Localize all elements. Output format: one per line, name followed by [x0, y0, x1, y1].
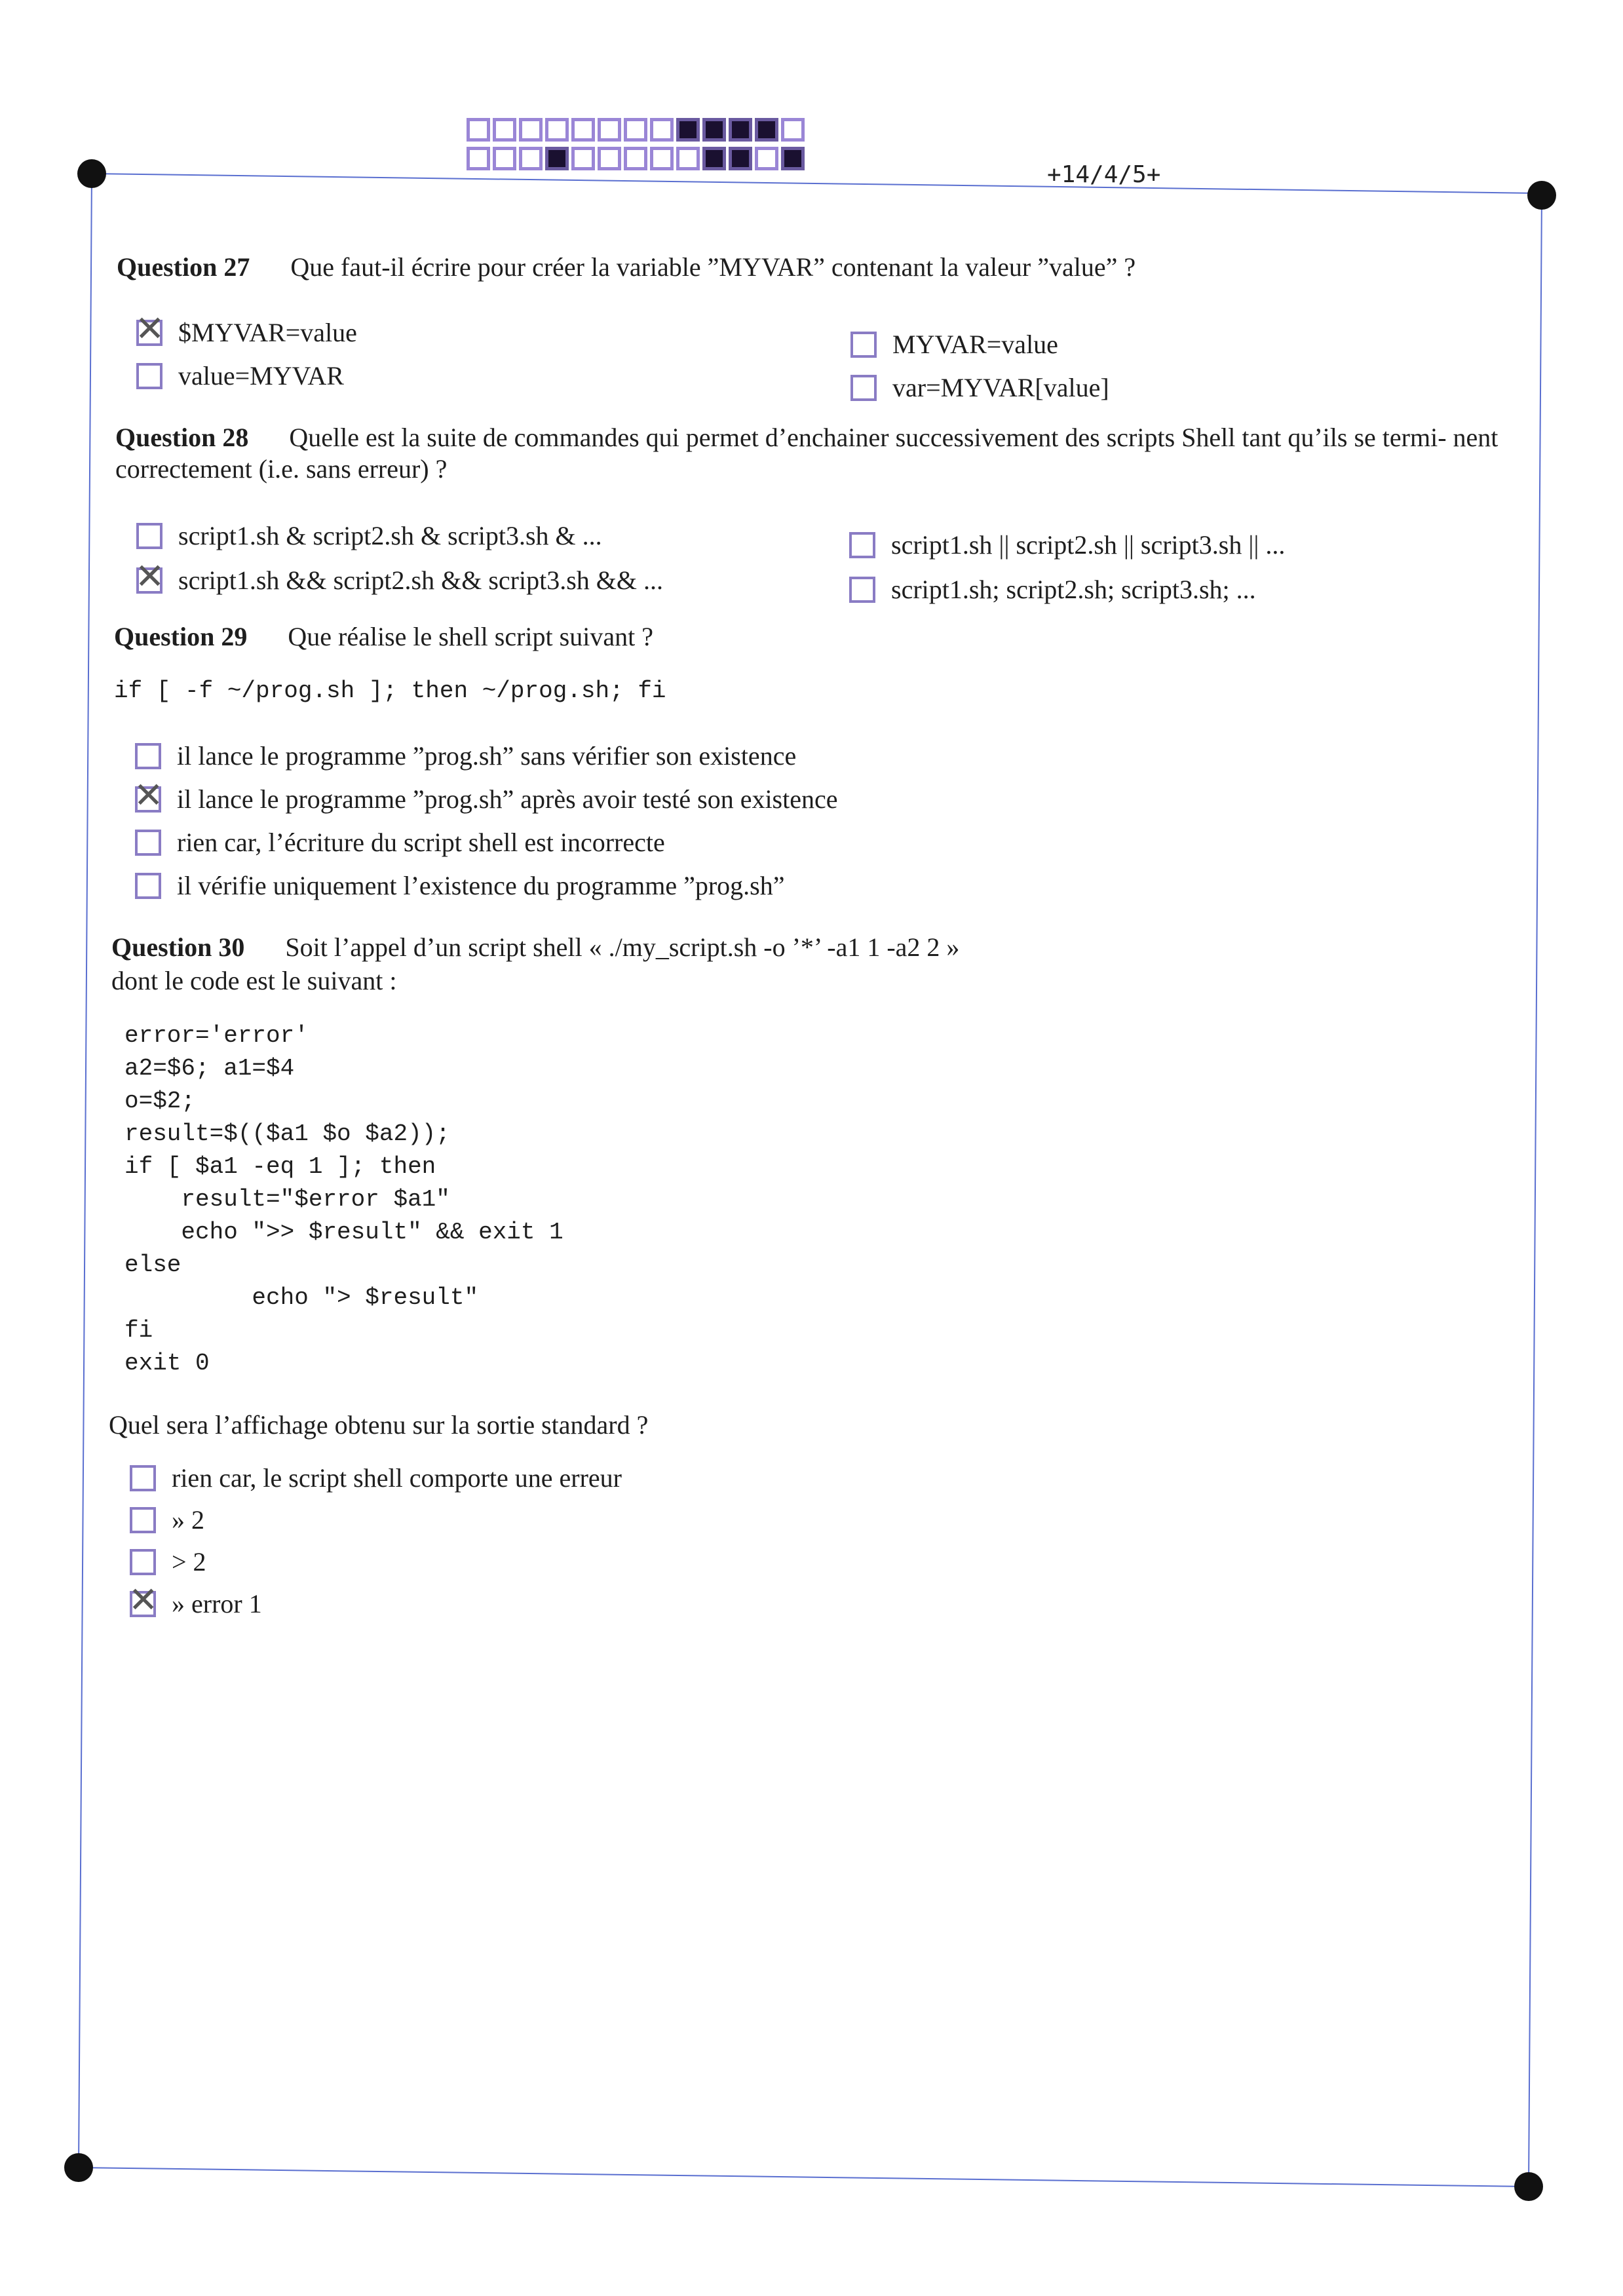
checkbox[interactable]	[130, 1591, 156, 1617]
option-label: script1.sh || script2.sh || script3.sh || ...	[891, 530, 1286, 560]
checkbox[interactable]	[130, 1507, 156, 1533]
barcode-cell-empty	[781, 118, 805, 142]
barcode-cell-empty	[650, 147, 674, 170]
barcode-cell-empty	[493, 147, 516, 170]
checkbox[interactable]	[135, 743, 161, 769]
checkbox[interactable]	[130, 1465, 156, 1491]
barcode-cell-empty	[598, 118, 621, 142]
q27-option-3[interactable]	[850, 329, 1058, 360]
barcode-cell-empty	[519, 147, 543, 170]
barcode-cell-empty	[755, 147, 778, 170]
checkbox[interactable]	[135, 786, 161, 813]
q30-option-2[interactable]	[130, 1504, 204, 1536]
question-number: Question 27	[117, 252, 250, 282]
question-30-prompt: Quel sera l’affichage obtenu sur la sortie standard ?	[109, 1410, 649, 1440]
question-text: Soit l’appel d’un script shell « ./my_script.sh -o ’*’ -a1 1 -a2 2 »	[285, 932, 960, 962]
barcode-cell-filled	[729, 147, 752, 170]
checkbox[interactable]	[136, 567, 162, 594]
barcode-cell-filled	[729, 118, 752, 142]
barcode-cell-empty	[467, 118, 490, 142]
q29-option-1[interactable]	[135, 740, 796, 772]
question-number: Question 28	[115, 423, 249, 452]
checkbox[interactable]	[849, 577, 875, 603]
option-label: il vérifie uniquement l’existence du programme ”prog.sh”	[177, 871, 785, 900]
barcode-row-1	[467, 118, 807, 142]
question-29	[114, 621, 1523, 653]
barcode-cell-empty	[467, 147, 490, 170]
option-label: > 2	[172, 1547, 206, 1577]
q28-option-3[interactable]	[849, 529, 1285, 561]
q30-option-1[interactable]	[130, 1463, 622, 1494]
option-label: value=MYVAR	[178, 361, 344, 391]
q30-option-3[interactable]	[130, 1546, 206, 1578]
option-label: $MYVAR=value	[178, 318, 357, 347]
code-snippet-q30: error='error' a2=$6; a1=$4 o=$2; result=$(($a1 $o $a2)); if [ $a1 -eq 1 ]; then result="$error $a1" echo ">> $result" && exit 1 else echo "> $result" fi exit 0	[124, 1022, 563, 1377]
question-30	[111, 932, 1520, 963]
barcode-row-2	[467, 147, 807, 170]
option-label: rien car, l’écriture du script shell est incorrecte	[177, 828, 665, 857]
barcode-cell-empty	[624, 118, 647, 142]
barcode-cell-filled	[545, 147, 569, 170]
copy-id: +14/4/5+	[1047, 161, 1161, 188]
checkbox[interactable]	[130, 1549, 156, 1575]
option-label: » 2	[172, 1505, 204, 1535]
question-30-text-continued: dont le code est le suivant :	[111, 966, 397, 995]
question-text: Que faut-il écrire pour créer la variable ”MYVAR” contenant la valeur ”value” ?	[290, 252, 1136, 282]
option-label: script1.sh; script2.sh; script3.sh; ...	[891, 575, 1256, 604]
option-label: script1.sh && script2.sh && script3.sh && ...	[178, 565, 663, 595]
barcode-cell-empty	[676, 147, 700, 170]
barcode-cell-empty	[624, 147, 647, 170]
q29-option-2[interactable]	[135, 784, 838, 815]
option-label: il lance le programme ”prog.sh” sans vérifier son existence	[177, 741, 797, 771]
checkbox[interactable]	[135, 873, 161, 899]
option-label: var=MYVAR[value]	[892, 373, 1109, 402]
checkbox[interactable]	[136, 523, 162, 549]
question-text: Quelle est la suite de commandes qui permet d’enchainer successivement des scripts Shell tant qu’ils se termi- nent correctement (i.e. sans erreur) ?	[115, 423, 1499, 484]
q29-option-4[interactable]	[135, 870, 784, 902]
q27-option-4[interactable]	[850, 372, 1109, 404]
question-number: Question 30	[111, 932, 245, 962]
checkbox[interactable]	[136, 320, 162, 346]
option-label: script1.sh & script2.sh & script3.sh & ...	[178, 521, 602, 550]
checkbox[interactable]	[849, 532, 875, 558]
barcode-cell-filled	[702, 118, 726, 142]
registration-mark-top-left	[77, 159, 106, 188]
barcode-cell-empty	[519, 118, 543, 142]
registration-mark-bottom-left	[64, 2153, 93, 2182]
registration-mark-top-right	[1527, 181, 1556, 210]
question-28	[115, 422, 1524, 485]
barcode-cell-empty	[650, 118, 674, 142]
checkbox[interactable]	[850, 375, 877, 401]
q27-option-2[interactable]	[136, 360, 344, 392]
checkbox[interactable]	[136, 363, 162, 389]
barcode-cell-filled	[755, 118, 778, 142]
barcode-cell-empty	[493, 118, 516, 142]
q28-option-1[interactable]	[136, 520, 602, 552]
question-number: Question 29	[114, 622, 248, 651]
option-label: MYVAR=value	[892, 330, 1058, 359]
barcode-cell-filled	[781, 147, 805, 170]
barcode-cell-empty	[571, 147, 595, 170]
question-text: Que réalise le shell script suivant ?	[288, 622, 653, 651]
barcode-cell-empty	[598, 147, 621, 170]
barcode-cell-empty	[545, 118, 569, 142]
q27-option-1[interactable]	[136, 317, 357, 349]
option-label: il lance le programme ”prog.sh” après avoir testé son existence	[177, 784, 838, 814]
checkbox[interactable]	[135, 830, 161, 856]
question-27	[117, 252, 1525, 283]
checkbox[interactable]	[850, 332, 877, 358]
q29-option-3[interactable]	[135, 827, 665, 858]
option-label: » error 1	[172, 1589, 262, 1618]
q28-option-2[interactable]	[136, 565, 663, 596]
code-snippet-q29: if [ -f ~/prog.sh ]; then ~/prog.sh; fi	[114, 678, 666, 704]
barcode-cell-filled	[676, 118, 700, 142]
registration-mark-bottom-right	[1514, 2172, 1543, 2201]
barcode-cell-filled	[702, 147, 726, 170]
q28-option-4[interactable]	[849, 574, 1256, 605]
option-label: rien car, le script shell comporte une erreur	[172, 1463, 622, 1493]
q30-option-4[interactable]	[130, 1588, 262, 1620]
barcode-cell-empty	[571, 118, 595, 142]
